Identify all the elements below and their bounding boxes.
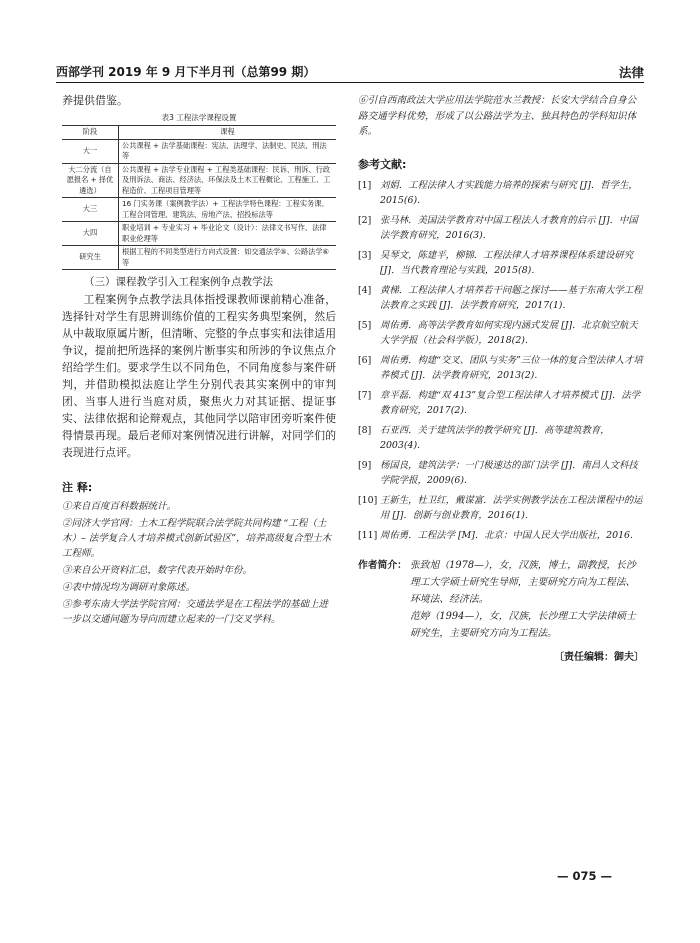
reference-number: [5] [358,319,372,331]
course-table [62,125,336,270]
course-cell: 公共课程 + 法学基础课程：宪法、法理学、法制史、民法、刑法等 [119,139,337,163]
author-one: 张致旭（1978—），女，汉族，博士，副教授，长沙理工大学硕士研究生导师，主要研究方向为工程法、环境法、经济法。 [410,560,636,605]
reference-item [358,423,644,454]
note-item: ②同济大学官网：土木工程学院联合法学院共同构建 “工程（土木）– 法学复合人才培养模式创新试验区”，培养高级复合型土木工程师。 [62,518,332,559]
note-item: ⑥引自西南政法大学应用法学院范水兰教授：长安大学结合自身公路交通学科优势，形成了以公路法学为主、独具特色的学科知识体系。 [358,95,637,137]
reference-number: [3] [358,249,372,261]
header-rule [56,82,644,83]
reference-text: 王新生，杜卫红，戴谋富．法学实例教学法在工程法课程中的运用 [J]．创新与创业教育，2016(1). [380,494,643,521]
table-row [62,246,336,270]
reference-item [358,283,644,314]
table-row [62,198,336,222]
table-header-row [62,126,336,140]
reference-item [358,493,644,524]
reference-number: [1] [358,179,372,191]
stage-cell: 大二分流（自愿报名 + 择优遴选） [62,163,119,198]
reference-item [358,388,644,419]
reference-number: [8] [358,424,372,436]
reference-item [358,353,644,384]
reference-number: [6] [358,354,372,366]
stage-cell: 大一 [62,139,119,163]
reference-item [358,213,644,244]
note-item: ④表中情况均为调研对象陈述。 [62,582,196,593]
reference-text: 章平磊．构建“双 413”复合型工程法律人才培养模式 [J]．法学教育研究，2017(2). [380,389,641,416]
right-column [358,93,644,663]
reference-item [358,318,644,349]
reference-number: [10] [358,494,378,506]
author-two: 范婷（1994—），女，汉族，长沙理工大学法律硕士研究生，主要研究方向为工程法。 [410,611,636,639]
table-caption: 表3 工程法学课程设置 [161,113,237,122]
reference-text: 张马林．美国法学教育对中国工程法人才教育的启示 [J]．中国法学教育研究，2016(3). [380,214,638,241]
course-cell: 16 门实务课（案例教学法）+ 工程法学特色课程：工程实务课、工程合同管理、建筑法、房地产法、招投标法等 [119,198,337,222]
reference-number: [11] [358,529,378,541]
reference-text: 石亚西．关于建筑法学的教学研究 [J]．高等建筑教育，2003(4). [380,424,610,451]
reference-text: 黄梯．工程法律人才培养若干问题之探讨——基于东南大学工程法教育之实践 [J]．法学教育研究，2017(1). [380,284,643,311]
reference-text: 周佑勇．工程法学 [M]．北京：中国人民大学出版社，2016. [380,529,633,541]
reference-item [358,248,644,279]
note-item: ⑤参考东南大学法学院官网：交通法学是在工程法学的基础上进一步以交通问题为导向而建立起来的一门交叉学科。 [62,599,329,625]
reference-text: 周佑勇．高等法学教育如何实现内涵式发展 [J]．北京航空航天大学学报（社会科学版），2018(2). [380,319,638,346]
reference-number: [9] [358,459,372,471]
section-subheading: （三）课程教学引入工程案例争点教学法 [84,276,273,288]
course-cell: 根据工程的不同类型进行方向式设置：如交通法学⑤、公路法学⑥等 [119,246,337,270]
reference-text: 杨国良，建筑法学：一门极速达的部门法学 [J]．南昌人文科技学院学报，2009(6). [380,459,638,486]
note-item: ③来自公开资料汇总，数字代表开始时年份。 [62,565,253,576]
header-course: 课程 [119,126,337,140]
section-label: 法律 [618,65,644,80]
header-stage: 阶段 [62,126,119,140]
journal-header: 西部学刊 2019 年 9 月下半月刊（总第99 期） [56,65,316,79]
intro-tail: 养提供借鉴。 [62,94,128,107]
table-row [62,222,336,246]
reference-number: [7] [358,389,372,401]
left-column [62,93,336,629]
notes-heading: 注 释: [62,481,93,494]
stage-cell: 研究生 [62,246,119,270]
reference-text: 刘娟．工程法律人才实践能力培养的探索与研究 [J]．哲学生，2015(6). [380,179,638,206]
table-row [62,139,336,163]
reference-item [358,178,644,209]
editor-credit: 〔责任编辑：御夫〕 [554,652,644,663]
reference-item [358,458,644,489]
course-cell: 公共课程 + 法学专业课程 + 工程类基础课程：民诉、刑诉、行政及刑诉法、商法、经济法、环保法及土木工程概论、工程施工、工程造价、工程项目管理等 [119,163,337,198]
body-paragraph: 工程案例争点教学法具体指授课教师课前精心准备，选择针对学生有思辨训练价值的工程实务典型案例，然后从中裁取原属片断，但清晰、完整的争点事实和法律适用争议，提前把所选择的案例片断事实和所涉的争议焦点介绍给学生们。要求学生以不同角色，不同角度参与案件研判，并借助模拟法庭让学生分别代表其实案例中的审判团、当事人进行当庭对质，聚焦火力对其证据、提证事实、法律依据和论辩观点，其他同学以陪审团旁听案件使得情景再现。最后老师对案例情况进行讲解，对同学们的表现进行点评。 [62,293,336,459]
author-bio [358,557,644,608]
course-cell: 职业培训 + 专业实习 + 毕业论文（设计）：法律文书写作、法律职业伦理等 [119,222,337,246]
note-item: ①来自百度百科数据统计。 [62,501,177,512]
reference-text: 周佑勇．构建“交叉、团队与实务”三位一体的复合型法律人才培养模式 [J]．法学教育研究，2013(2). [380,354,643,381]
table-row [62,163,336,198]
references-heading: 参考文献: [358,157,407,171]
author-label: 作者简介： [358,560,407,571]
stage-cell: 大三 [62,198,119,222]
reference-item [358,528,644,544]
stage-cell: 大四 [62,222,119,246]
reference-text: 吴琴文，陈建平，柳锦．工程法律人才培养课程体系建设研究 [J]．当代教育理论与实践，2015(8). [380,249,634,276]
reference-number: [4] [358,284,372,296]
reference-number: [2] [358,214,372,226]
page-number: — 075 — [556,869,612,883]
